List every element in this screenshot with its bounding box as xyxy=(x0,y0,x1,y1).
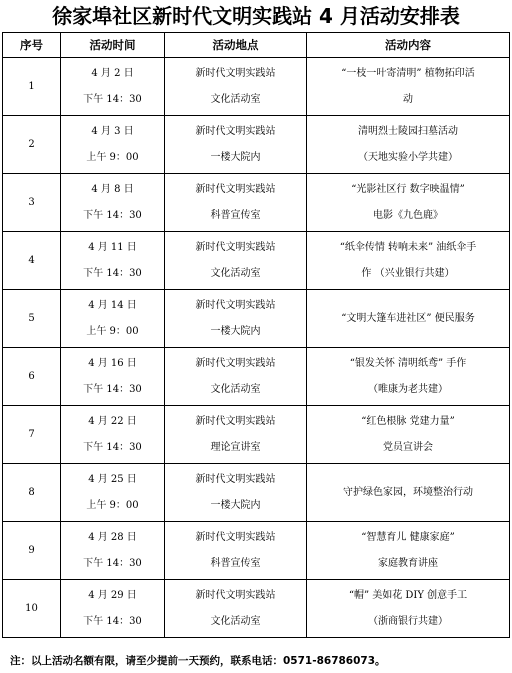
row-number-text: 4 xyxy=(28,254,35,266)
table-row xyxy=(3,464,510,522)
row-date: 4 月 29 日 xyxy=(88,589,137,601)
row-number xyxy=(3,116,61,174)
row-number xyxy=(3,58,61,116)
table-row xyxy=(3,290,510,348)
row-place xyxy=(165,116,307,174)
table-row xyxy=(3,232,510,290)
schedule-table xyxy=(2,32,510,638)
row-place-line2: 文化活动室 xyxy=(210,383,261,395)
row-content-line1: “帽” 美如花 DIY 创意手工 xyxy=(348,589,468,601)
row-number-text: 9 xyxy=(28,544,35,556)
row-clock-time: 下午 14：30 xyxy=(83,267,142,279)
table-header-row xyxy=(3,33,510,58)
row-number-text: 8 xyxy=(28,486,35,498)
row-time xyxy=(61,290,165,348)
row-time xyxy=(61,174,165,232)
table-row xyxy=(3,174,510,232)
row-number-text: 7 xyxy=(28,428,35,440)
row-clock-time: 上午 9：00 xyxy=(86,151,139,163)
row-number-text: 6 xyxy=(28,370,35,382)
row-content-line2: 动 xyxy=(403,93,413,105)
table-row xyxy=(3,406,510,464)
row-number-text: 5 xyxy=(28,312,35,324)
row-time xyxy=(61,406,165,464)
footer-note: 注：以上活动名额有限，请至少提前一天预约，联系电话：0571-86786073。 xyxy=(10,655,386,667)
row-date: 4 月 16 日 xyxy=(88,357,137,369)
row-clock-time: 上午 9：00 xyxy=(86,499,139,511)
row-time xyxy=(61,580,165,638)
row-place-line2: 文化活动室 xyxy=(210,93,261,105)
row-place-line2: 科普宣传室 xyxy=(210,209,261,221)
row-place-line2: 文化活动室 xyxy=(210,267,261,279)
row-time xyxy=(61,116,165,174)
row-place xyxy=(165,174,307,232)
row-time xyxy=(61,348,165,406)
row-number xyxy=(3,522,61,580)
header-content: 活动内容 xyxy=(307,33,510,58)
row-place xyxy=(165,290,307,348)
row-number xyxy=(3,290,61,348)
row-place-line2: 科普宣传室 xyxy=(210,557,261,569)
row-place xyxy=(165,348,307,406)
table-row xyxy=(3,580,510,638)
row-content-line1: “纸伞传情 转响未来” 油纸伞手 xyxy=(339,241,477,253)
row-content xyxy=(307,290,510,348)
row-time xyxy=(61,232,165,290)
row-content xyxy=(307,116,510,174)
row-content-line1: 清明烈士陵园扫墓活动 xyxy=(358,125,458,137)
row-date: 4 月 14 日 xyxy=(88,299,137,311)
row-place-line2: 文化活动室 xyxy=(210,615,261,627)
row-content xyxy=(307,174,510,232)
row-content-line2: （唯康为老共建） xyxy=(368,383,448,395)
row-content xyxy=(307,232,510,290)
row-content-line1: “银发关怀 清明纸鸢” 手作 xyxy=(349,357,467,369)
row-place-line2: 一楼大院内 xyxy=(210,499,261,511)
row-content xyxy=(307,348,510,406)
row-place-line1: 新时代文明实践站 xyxy=(195,589,276,601)
row-date: 4 月 2 日 xyxy=(91,67,134,79)
row-place-line1: 新时代文明实践站 xyxy=(195,183,276,195)
row-content xyxy=(307,522,510,580)
row-clock-time: 上午 9：00 xyxy=(86,325,139,337)
row-content xyxy=(307,464,510,522)
row-place xyxy=(165,232,307,290)
row-place xyxy=(165,406,307,464)
row-content-line2: 党员宣讲会 xyxy=(383,441,433,453)
table-body xyxy=(3,58,510,638)
row-time xyxy=(61,464,165,522)
header-time: 活动时间 xyxy=(61,33,165,58)
row-place-line1: 新时代文明实践站 xyxy=(195,357,276,369)
row-place-line2: 一楼大院内 xyxy=(210,151,261,163)
row-date: 4 月 25 日 xyxy=(88,473,137,485)
row-date: 4 月 8 日 xyxy=(91,183,134,195)
row-content xyxy=(307,406,510,464)
row-content-line1: “光影社区行 数字映温情” xyxy=(351,183,465,195)
row-place xyxy=(165,464,307,522)
row-place-line2: 一楼大院内 xyxy=(210,325,261,337)
row-place-line1: 新时代文明实践站 xyxy=(195,67,276,79)
row-content-line1: “一枝一叶寄清明” 植物拓印活 xyxy=(341,67,475,79)
header-no: 序号 xyxy=(3,33,61,58)
row-clock-time: 下午 14：30 xyxy=(83,441,142,453)
header-place: 活动地点 xyxy=(165,33,307,58)
row-content-line1: “文明大篷车进社区” 便民服务 xyxy=(341,312,475,324)
row-date: 4 月 3 日 xyxy=(91,125,134,137)
row-content xyxy=(307,580,510,638)
row-content-line2: （浙商银行共建） xyxy=(368,615,448,627)
row-number xyxy=(3,580,61,638)
row-content-line1: 守护绿色家园，环境整治行动 xyxy=(343,486,473,498)
row-content-line1: “智慧育儿 健康家庭” xyxy=(361,531,455,543)
table-row xyxy=(3,348,510,406)
row-content-line1: “红色根脉 党建力量” xyxy=(361,415,455,427)
row-content-line2: （天地实验小学共建） xyxy=(358,151,458,163)
row-number xyxy=(3,406,61,464)
row-date: 4 月 11 日 xyxy=(88,241,137,253)
page-title: 徐家埠社区新时代文明实践站 4 月活动安排表 xyxy=(52,4,460,28)
row-content-line2: 电影《九色鹿》 xyxy=(373,209,443,221)
row-clock-time: 下午 14：30 xyxy=(83,383,142,395)
row-number-text: 3 xyxy=(28,196,35,208)
row-date: 4 月 28 日 xyxy=(88,531,137,543)
row-content-line2: 作 （兴业银行共建） xyxy=(361,267,455,279)
row-place-line1: 新时代文明实践站 xyxy=(195,241,276,253)
row-number xyxy=(3,174,61,232)
table-row xyxy=(3,116,510,174)
row-date: 4 月 22 日 xyxy=(88,415,137,427)
row-clock-time: 下午 14：30 xyxy=(83,615,142,627)
row-place-line1: 新时代文明实践站 xyxy=(195,531,276,543)
row-number-text: 1 xyxy=(28,80,35,92)
row-content-line2: 家庭教育讲座 xyxy=(378,557,438,569)
row-clock-time: 下午 14：30 xyxy=(83,209,142,221)
row-number xyxy=(3,348,61,406)
row-place-line1: 新时代文明实践站 xyxy=(195,125,276,137)
row-clock-time: 下午 14：30 xyxy=(83,93,142,105)
row-time xyxy=(61,58,165,116)
row-place xyxy=(165,522,307,580)
row-number xyxy=(3,232,61,290)
row-number xyxy=(3,464,61,522)
row-place-line2: 理论宣讲室 xyxy=(210,441,261,453)
table-row xyxy=(3,58,510,116)
row-number-text: 2 xyxy=(28,138,35,150)
row-number-text: 10 xyxy=(25,602,38,614)
table-row xyxy=(3,522,510,580)
row-clock-time: 下午 14：30 xyxy=(83,557,142,569)
row-place-line1: 新时代文明实践站 xyxy=(195,415,276,427)
row-time xyxy=(61,522,165,580)
row-content xyxy=(307,58,510,116)
row-place-line1: 新时代文明实践站 xyxy=(195,299,276,311)
row-place xyxy=(165,58,307,116)
row-place xyxy=(165,580,307,638)
row-place-line1: 新时代文明实践站 xyxy=(195,473,276,485)
